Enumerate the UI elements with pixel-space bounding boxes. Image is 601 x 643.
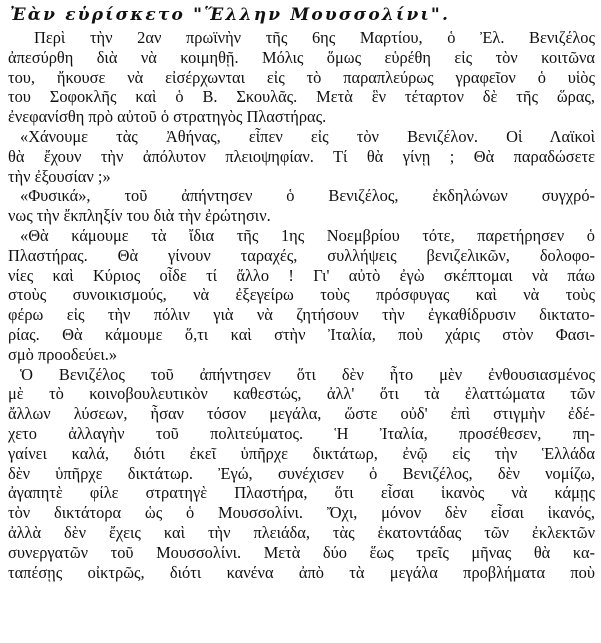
article-line: ταπέσῃς οἰκτρῶς, διότι κανένα ἀπὸ τὰ μεγάλα προβλήματα ποὺ: [8, 562, 595, 582]
article-headline: Ἐὰν εὑρίσκετο "Ἕλλην Μουσσολίνι".: [10, 5, 451, 25]
article-line: σμὸ προοδεύει.»: [8, 344, 118, 364]
article-line: γαίνει καλά, διότι ἐκεῖ ὑπῆρχε δικτάτωρ, ἐνῷ εἰς τὴν Ἑλλάδα: [8, 443, 595, 463]
article-line: τὸν δικτάτορα ὡς ὁ Μουσσολίνι. Ὄχι, μόνον δὲν εἶσαι ἱκανός,: [8, 503, 595, 523]
article-line: φέρω εἰς τὴν πόλιν γιὰ νὰ ζητήσουν τὴν ἐγκαθίδρυσιν δικτατο-: [8, 305, 595, 325]
article-line: ρίας. Θὰ κάμουμε ὅ,τι καὶ στὴν Ἰταλία, ποὺ χάρις στὸν Φασι-: [8, 324, 595, 344]
article-line: χετο ἀλλαγὴν τοῦ πολιτεύματος. Ἡ Ἰταλία, προσέθεσεν, πη-: [8, 423, 595, 443]
article-line: θὰ ἔχουν τὴν ἀπόλυτον πλειοψηφίαν. Τί θὰ γίνῃ ; Θὰ παραδώσετε: [8, 146, 595, 166]
article-line: τὴν ἐξουσίαν ;»: [8, 166, 111, 186]
article-line: «Χάνουμε τὰς Ἀθήνας, εἶπεν εἰς τὸν Βενιζέλον. Οἱ Λαϊκοὶ: [20, 126, 595, 146]
article-line: ἐνεφανίσθη πρὸ αὐτοῦ ὁ στρατηγὸς Πλαστήρας.: [8, 107, 327, 127]
article-line: νως τὴν ἔκπληξίν του διὰ τὴν ἐρώτησιν.: [8, 206, 271, 226]
article-line: δὲν ὑπῆρχε δικτάτωρ. Ἐγώ, συνέχισεν ὁ Βενιζέλος, δὲν νομίζω,: [8, 463, 595, 483]
article-line: νίες καὶ Κύριος οἶδε τί ἄλλο ! Γι' αὐτὸ ἐγὼ σκέπτομαι νὰ πάω: [8, 265, 595, 285]
article-line: του, ἤκουσε νὰ εἰσέρχωνται εἰς τὸ παραπλεύρως γραφεῖον ὁ υἱὸς: [8, 67, 595, 87]
article-line: Πλαστήρας. Θὰ γίνουν ταραχές, συλλήψεις βενιζελικῶν, δολοφο-: [8, 245, 595, 265]
article-body: [8, 28, 595, 582]
article-line: ἀγαπητὲ φίλε στρατηγὲ Πλαστήρα, ὅτι εἶσαι ἱκανὸς νὰ κάμῃς: [8, 483, 595, 503]
article-line: ἄλλων λύσεων, ἦσαν τόσον μεγάλα, ὥστε οὐδ' ἐπὶ στιγμὴν ἐδέ-: [8, 404, 595, 424]
article-line: Περὶ τὴν 2αν πρωϊνὴν τῆς 6ης Μαρτίου, ὁ Ἐλ. Βενιζέλος: [34, 28, 595, 47]
article-line: του Σοφοκλῆς καὶ ὁ Β. Σκουλᾶς. Μετὰ ἓν τέταρτον δὲ τῆς ὥρας,: [8, 87, 595, 107]
article-line: «Φυσικά», τοῦ ἀπήντησεν ὁ Βενιζέλος, ἐκδηλώνων συγχρό-: [20, 186, 595, 206]
article-line: ἀπεσύρθη διὰ νὰ κοιμηθῇ. Μόλις ὅμως εὑρέθη εἰς τὸν κοιτῶνα: [8, 47, 595, 67]
article-line: μὲ τὸ κοινοβουλευτικὸν καθεστώς, ἀλλ' ὅτι τὰ ἐλαττώματα τῶν: [8, 384, 595, 404]
article-line: ἀλλὰ δὲν ἔχεις καὶ τὴν πλειάδα, τὰς ἑκατοντάδας τῶν ἐκλεκτῶν: [8, 522, 595, 542]
article-line: στοὺς συνοικισμούς, νὰ ἐξεγείρω τοὺς πρόσφυγας καὶ νὰ τοὺς: [8, 285, 595, 305]
article-line: συνεργατῶν τοῦ Μουσσολίνι. Μετὰ δύο ἕως τρεῖς μῆνας θὰ κα-: [8, 542, 595, 562]
article-line: «Θὰ κάμουμε τὰ ἴδια τῆς 1ης Νοεμβρίου τότε, παρετήρησεν ὁ: [20, 225, 595, 245]
article-line: Ὁ Βενιζέλος τοῦ ἀπήντησεν ὅτι δὲν ἦτο μὲν ἐνθουσιασμένος: [20, 364, 595, 384]
